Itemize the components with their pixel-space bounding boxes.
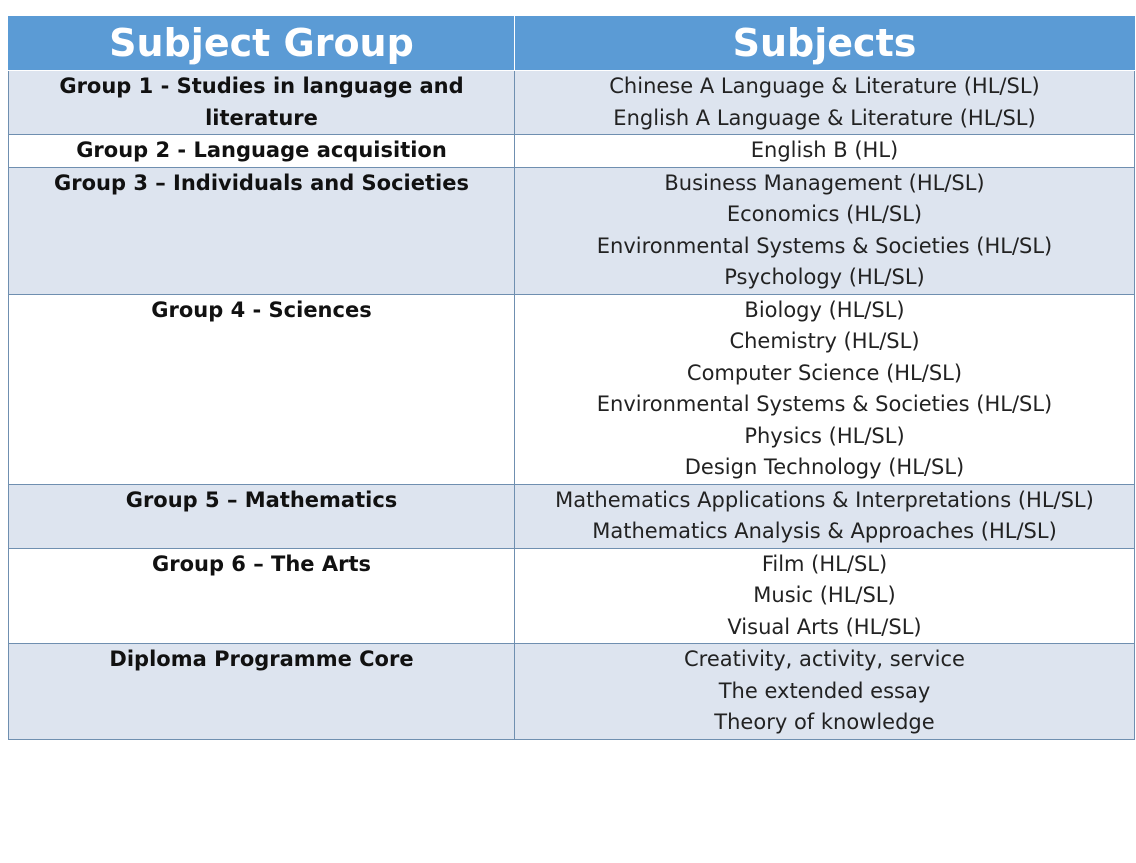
table-row: [9, 644, 1135, 740]
group-cell: [9, 548, 515, 644]
subject-item: Chemistry (HL/SL): [729, 329, 920, 353]
subject-item: Film (HL/SL): [761, 551, 888, 576]
subject-item: Business Management (HL/SL): [664, 170, 985, 195]
subjects-cell: [515, 135, 1135, 168]
subject-item: Mathematics Applications & Interpretations (HL/SL): [555, 487, 1094, 512]
subjects-cell: [515, 294, 1135, 484]
group-cell: [9, 71, 515, 135]
group-label: Group 1 - Studies in language and literature: [59, 74, 464, 130]
group-label: Group 6 – The Arts: [151, 551, 372, 576]
group-label: Group 3 – Individuals and Societies: [54, 170, 469, 195]
group-cell: [9, 167, 515, 294]
subject-item: Creativity, activity, service: [684, 647, 965, 671]
subject-item: Environmental Systems & Societies (HL/SL): [596, 233, 1053, 258]
header-subject-group: Subject Group: [9, 16, 515, 71]
subject-item: English B (HL): [750, 138, 899, 162]
subject-item: Computer Science (HL/SL): [686, 360, 963, 385]
table-row: [9, 548, 1135, 644]
subject-item: Physics (HL/SL): [744, 423, 905, 448]
group-cell: [9, 294, 515, 484]
subjects-cell: [515, 548, 1135, 644]
subjects-cell: [515, 71, 1135, 135]
subjects-cell: [515, 644, 1135, 740]
subject-item: Theory of knowledge: [714, 710, 935, 734]
subject-item: Biology (HL/SL): [744, 297, 905, 322]
group-label: Diploma Programme Core: [109, 647, 414, 671]
subject-item: Environmental Systems & Societies (HL/SL): [596, 392, 1053, 416]
subject-item: Design Technology (HL/SL): [684, 455, 965, 479]
subject-item: English A Language & Literature (HL/SL): [613, 105, 1036, 130]
subject-item: Visual Arts (HL/SL): [727, 614, 922, 639]
group-cell: [9, 644, 515, 740]
subject-item: The extended essay: [718, 678, 931, 703]
table-row: [9, 71, 1135, 135]
group-label: Group 4 - Sciences: [151, 297, 372, 322]
subject-item: Economics (HL/SL): [726, 202, 923, 226]
table-row: [9, 484, 1135, 548]
group-cell: [9, 135, 515, 168]
subject-item: Chinese A Language & Literature (HL/SL): [609, 74, 1040, 98]
subjects-cell: [515, 484, 1135, 548]
group-label: Group 5 – Mathematics: [125, 487, 398, 512]
table-row: [9, 294, 1135, 484]
subjects-cell: [515, 167, 1135, 294]
header-subjects: Subjects: [515, 16, 1135, 71]
subjects-table: [8, 16, 1135, 740]
group-label: Group 2 - Language acquisition: [76, 138, 447, 162]
table-header-row: [9, 16, 1135, 71]
subject-item: Psychology (HL/SL): [724, 265, 925, 289]
table-row: [9, 167, 1135, 294]
subject-item: Music (HL/SL): [753, 583, 896, 607]
group-cell: [9, 484, 515, 548]
table-row: [9, 135, 1135, 168]
subject-item: Mathematics Analysis & Approaches (HL/SL): [592, 519, 1057, 543]
